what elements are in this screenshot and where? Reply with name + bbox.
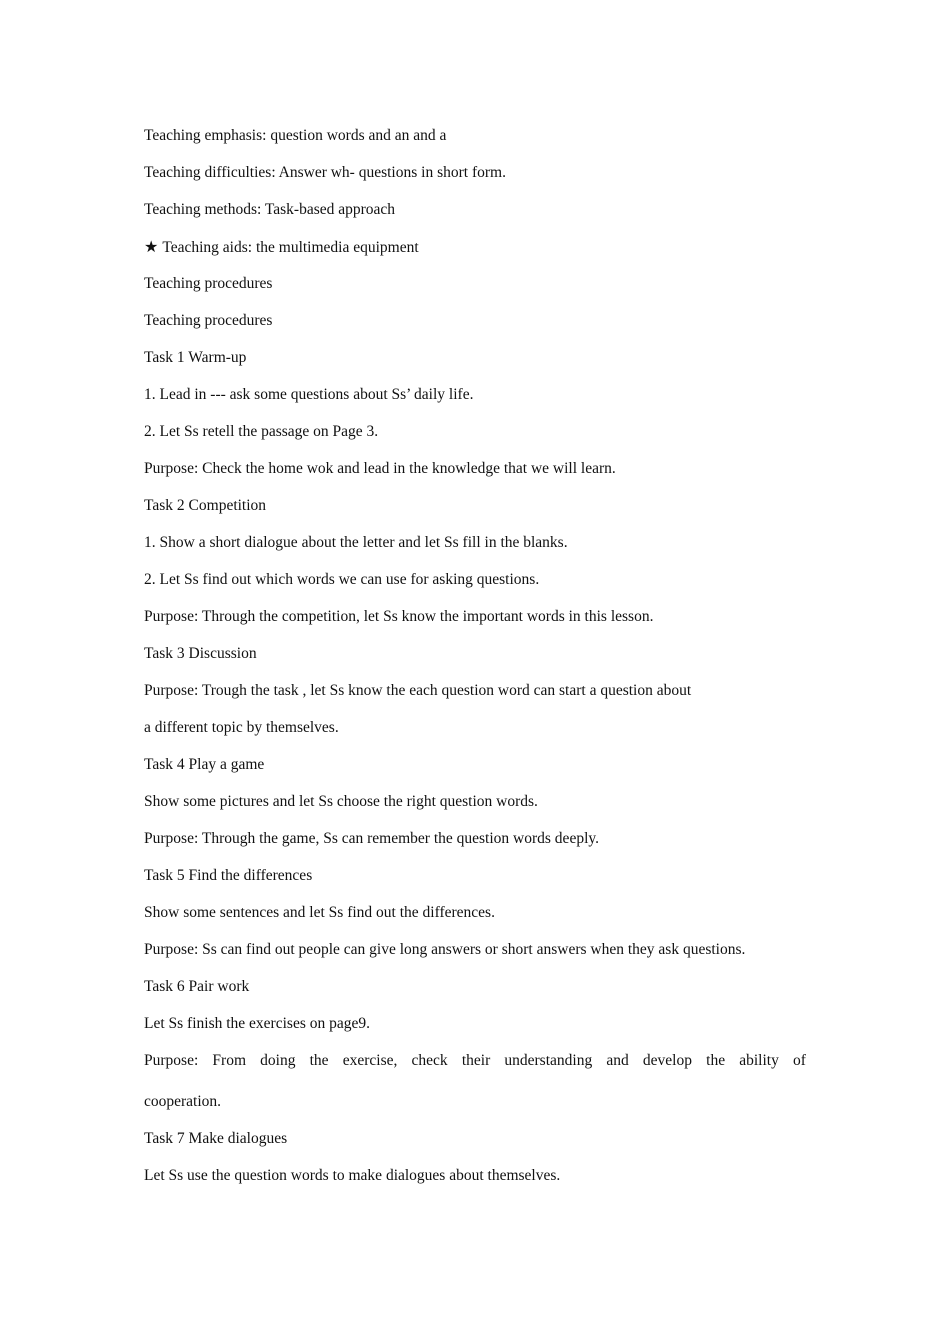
justified-word: From [212,1052,246,1069]
teaching-aids-text: Teaching aids: the multimedia equipment [162,239,419,256]
justified-word: ability [739,1052,779,1069]
task-6-purpose-line-1 [144,1052,806,1070]
teaching-procedures-heading: Teaching procedures [144,275,273,292]
teaching-emphasis: Teaching emphasis: question words and an and a [144,127,447,144]
task-3-purpose-line-1: Purpose: Trough the task , let Ss know the each question word can start a question about [144,682,692,699]
justified-word: develop [642,1052,692,1069]
task-5-heading: Task 5 Find the differences [144,867,313,884]
justified-word: of [793,1052,806,1069]
task-2-step-1: 1. Show a short dialogue about the letter and let Ss fill in the blanks. [144,534,568,551]
star-icon: ★ [144,237,159,256]
justified-word: check [411,1052,448,1069]
teaching-procedures-heading-2: Teaching procedures [144,312,273,329]
teaching-aids [144,238,806,256]
task-7-heading: Task 7 Make dialogues [144,1130,288,1147]
document-body [144,127,806,1204]
justified-word: exercise, [342,1052,398,1069]
teaching-methods: Teaching methods: Task-based approach [144,201,396,218]
task-6-heading: Task 6 Pair work [144,978,250,995]
task-6-purpose-line-2: cooperation. [144,1093,222,1110]
task-2-heading: Task 2 Competition [144,497,267,514]
justified-word: and [606,1052,629,1069]
task-6-step: Let Ss finish the exercises on page9. [144,1015,370,1032]
task-1-heading: Task 1 Warm-up [144,349,247,366]
task-3-heading: Task 3 Discussion [144,645,257,662]
justified-word: Purpose: [144,1052,199,1069]
justified-word: the [706,1052,726,1069]
teaching-difficulties: Teaching difficulties: Answer wh- questions in short form. [144,164,506,181]
task-4-heading: Task 4 Play a game [144,756,265,773]
task-1-step-2: 2. Let Ss retell the passage on Page 3. [144,423,379,440]
task-1-step-1: 1. Lead in --- ask some questions about Ss’ daily life. [144,386,474,403]
task-2-purpose: Purpose: Through the competition, let Ss know the important words in this lesson. [144,608,654,625]
task-4-purpose: Purpose: Through the game, Ss can remember the question words deeply. [144,830,599,847]
justified-word: their [461,1052,491,1069]
justified-word: understanding [504,1052,593,1069]
task-7-step: Let Ss use the question words to make dialogues about themselves. [144,1167,561,1184]
justified-word: the [309,1052,329,1069]
task-5-step: Show some sentences and let Ss find out the differences. [144,904,495,921]
task-3-purpose-line-2: a different topic by themselves. [144,719,339,736]
justified-word: doing [260,1052,296,1069]
task-2-step-2: 2. Let Ss find out which words we can use for asking questions. [144,571,540,588]
task-1-purpose: Purpose: Check the home wok and lead in the knowledge that we will learn. [144,460,616,477]
task-4-step: Show some pictures and let Ss choose the right question words. [144,793,538,810]
task-5-purpose: Purpose: Ss can find out people can give long answers or short answers when they ask questions. [144,941,746,958]
